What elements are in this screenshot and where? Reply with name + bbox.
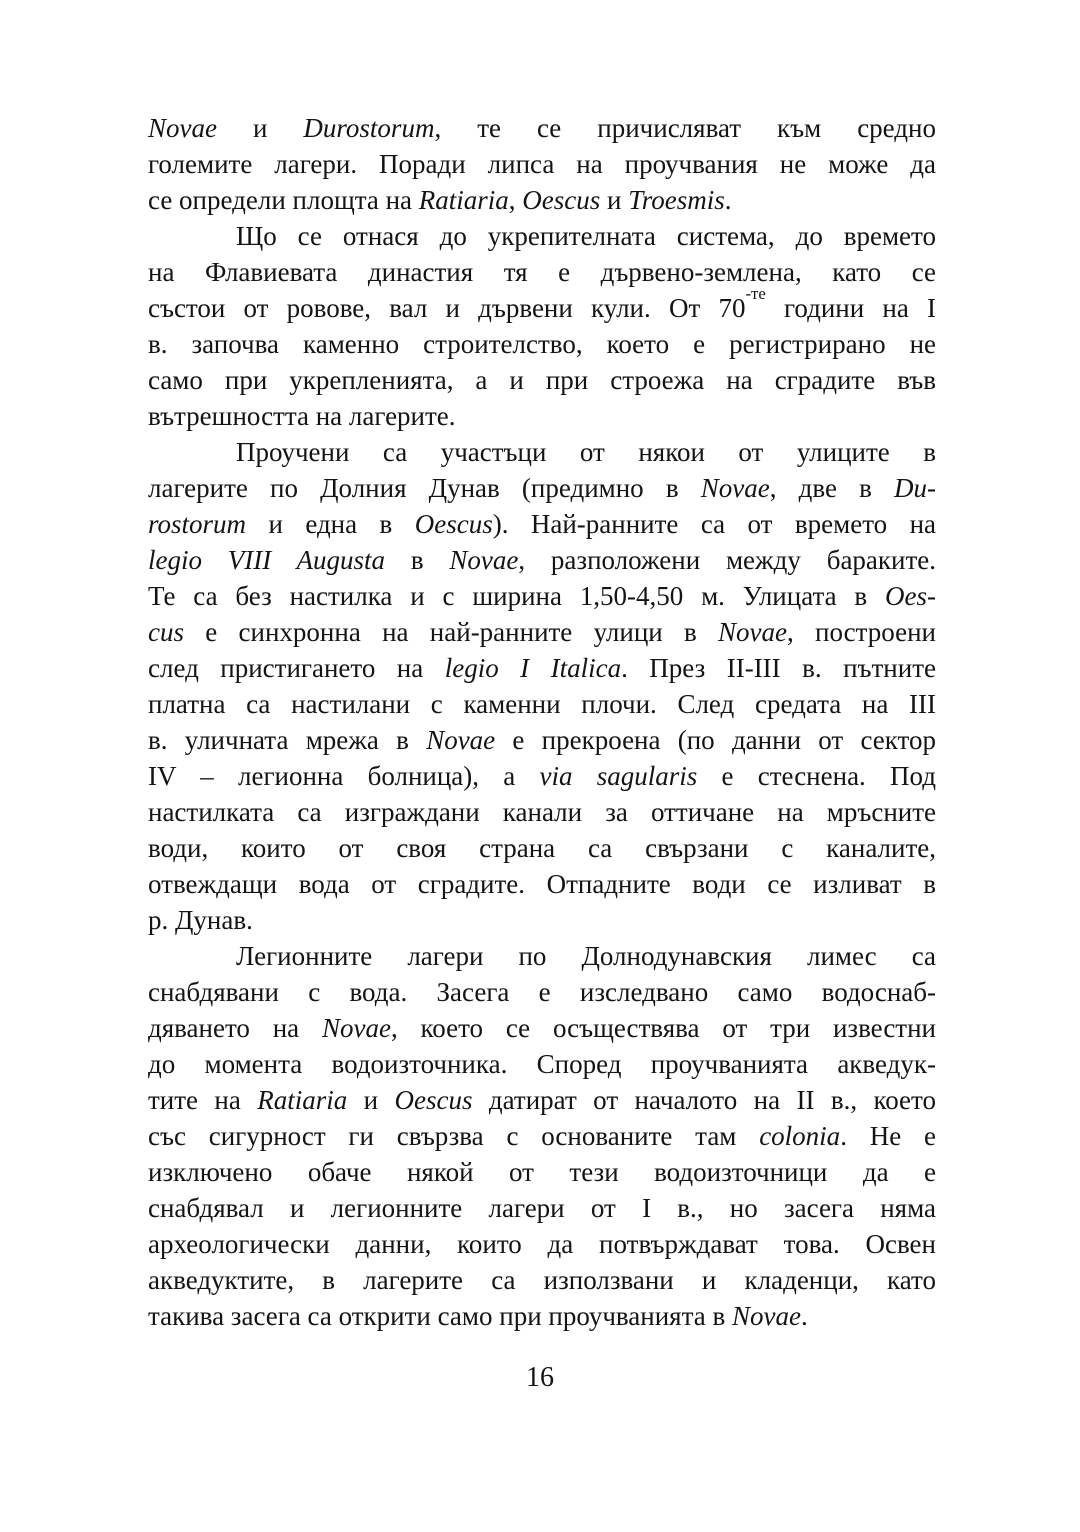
text-line	[148, 254, 936, 290]
text-line	[148, 1082, 936, 1118]
text-line	[148, 830, 936, 866]
italic-text-run: rostorum	[148, 509, 247, 539]
page-number: 16	[526, 1362, 554, 1393]
text-run: . През II-III в. пътните	[621, 653, 936, 683]
text-run: Проучени са участъци от някои от улиците в	[236, 437, 936, 467]
text-run: в	[385, 545, 450, 575]
text-line	[148, 326, 936, 362]
text-run: и	[600, 185, 629, 215]
italic-text-run: Novae	[718, 617, 788, 647]
text-line	[148, 218, 936, 254]
italic-text-run: legio I Italica	[444, 653, 622, 683]
text-run: със сигурност ги свързва с основаните там	[148, 1121, 760, 1151]
text-run: в. започва каменно строителство, което е регистрирано не	[148, 329, 936, 359]
text-run: отвеждащи вода от сградите. Отпадните води се изливат в	[148, 869, 936, 899]
text-run: . Не е	[840, 1121, 936, 1151]
text-run: се определи площта на	[148, 185, 419, 215]
text-line	[148, 1046, 936, 1082]
italic-text-run: legio VIII Augusta	[148, 545, 386, 575]
superscript-text-run: -те	[745, 284, 766, 304]
text-run: настилката са изграждани канали за оттичане на мръсните	[148, 797, 936, 827]
text-line	[148, 1118, 936, 1154]
text-line	[148, 938, 936, 974]
paragraph	[148, 434, 936, 938]
text-run: води, които от своя страна са свързани с каналите,	[148, 833, 936, 863]
text-line	[148, 542, 936, 578]
text-line	[148, 1262, 936, 1298]
italic-text-run: Novae	[449, 545, 519, 575]
text-run: IV – легионна болница), а	[148, 761, 540, 791]
text-run: ). Най-ранните са от времето на	[492, 509, 937, 539]
text-run: до момента водоизточника. Според проучванията акведук-	[148, 1049, 936, 1079]
text-line	[148, 470, 936, 506]
italic-text-run: Durostorum	[303, 113, 435, 143]
text-run: в. уличната мрежа в	[148, 725, 427, 755]
text-line	[148, 1298, 936, 1334]
text-run: на Флавиевата династия тя е дървено-землена, като се	[148, 257, 936, 287]
italic-text-run: Novae	[426, 725, 496, 755]
text-line	[148, 284, 936, 326]
italic-text-run: Ratiaria	[257, 1085, 348, 1115]
text-line	[148, 1226, 936, 1262]
text-line	[148, 902, 936, 938]
text-run: датират от началото на II в., което	[472, 1085, 936, 1115]
text-run: , те се причисляват към средно	[434, 113, 936, 143]
text-run: дяването на	[148, 1013, 322, 1043]
text-run: лагерите по Долния Дунав (предимно в	[148, 473, 701, 503]
italic-text-run: Du-	[894, 473, 936, 503]
text-run: , разположени между бараките.	[518, 545, 937, 575]
text-line	[148, 578, 936, 614]
text-line	[148, 506, 936, 542]
text-line	[148, 686, 936, 722]
text-line	[148, 722, 936, 758]
text-run: след пристигането на	[148, 653, 445, 683]
text-line	[148, 650, 936, 686]
italic-text-run: Novae	[700, 473, 770, 503]
italic-text-run: Troesmis	[628, 185, 725, 215]
text-run: Те са без настилка и с ширина 1,50-4,50 м. Улицата в	[148, 581, 886, 611]
italic-text-run: Oescus	[394, 1085, 473, 1115]
text-run: изключено обаче някой от тези водоизточници да е	[148, 1157, 936, 1187]
text-line	[148, 614, 936, 650]
text-run: , което се осъществява от три известни	[390, 1013, 937, 1043]
text-line	[148, 398, 936, 434]
text-run: .	[800, 1301, 808, 1331]
text-run: р. Дунав.	[148, 905, 253, 935]
paragraph	[148, 110, 936, 218]
text-run: големите лагери. Поради липса на проучвания не може да	[148, 149, 936, 179]
text-run: години на I	[765, 293, 936, 323]
text-run: и	[347, 1085, 395, 1115]
italic-text-run: Oescus	[522, 185, 601, 215]
text-run: , построени	[787, 617, 936, 647]
italic-text-run: Novae	[321, 1013, 391, 1043]
text-run: е стеснена. Под	[697, 761, 937, 791]
text-run: състои от ровове, вал и дървени кули. От 70	[148, 293, 746, 323]
italic-text-run: via sagularis	[539, 761, 698, 791]
text-run: такива засега са открити само при проучванията в	[148, 1301, 732, 1331]
text-run: снабдявал и легионните лагери от I в., но засега няма	[148, 1193, 936, 1223]
text-line	[148, 110, 936, 146]
text-line	[148, 1190, 936, 1226]
text-run: ,	[508, 185, 523, 215]
italic-text-run: Ratiaria	[418, 185, 509, 215]
text-line	[148, 362, 936, 398]
text-line	[148, 794, 936, 830]
text-line	[148, 182, 936, 218]
text-run: и	[216, 113, 304, 143]
text-line	[148, 1010, 936, 1046]
text-run: снабдявани с вода. Засега е изследвано само водоснаб-	[148, 977, 936, 1007]
text-line	[148, 866, 936, 902]
paragraph	[148, 218, 936, 434]
text-block	[148, 110, 936, 1334]
text-line	[148, 146, 936, 182]
text-run: археологически данни, които да потвърждават това. Освен	[148, 1229, 936, 1259]
text-run: Що се отнася до укрепителната система, до времето	[236, 221, 936, 251]
text-run: платна са настилани с каменни плочи. След средата на III	[148, 689, 936, 719]
text-line	[148, 974, 936, 1010]
text-run: акведуктите, в лагерите са използвани и кладенци, като	[148, 1265, 936, 1295]
text-run: вътрешността на лагерите.	[148, 401, 456, 431]
text-run: и една в	[246, 509, 415, 539]
text-run: тите на	[148, 1085, 258, 1115]
italic-text-run: Oescus	[414, 509, 493, 539]
text-run: .	[724, 185, 732, 215]
text-run: , две в	[769, 473, 894, 503]
text-run: е синхронна на най-ранните улици в	[184, 617, 719, 647]
text-run: само при укрепленията, а и при строежа на сградите във	[148, 365, 936, 395]
text-line	[148, 758, 936, 794]
italic-text-run: cus	[148, 617, 184, 647]
paragraph	[148, 938, 936, 1334]
text-line	[148, 1154, 936, 1190]
italic-text-run: Novae	[148, 113, 217, 143]
text-run: Легионните лагери по Долнодунавския лимес са	[236, 941, 936, 971]
italic-text-run: Novae	[731, 1301, 801, 1331]
italic-text-run: Oes-	[885, 581, 936, 611]
italic-text-run: colonia	[759, 1121, 841, 1151]
text-run: е прекроена (по данни от сектор	[495, 725, 936, 755]
text-line	[148, 434, 936, 470]
